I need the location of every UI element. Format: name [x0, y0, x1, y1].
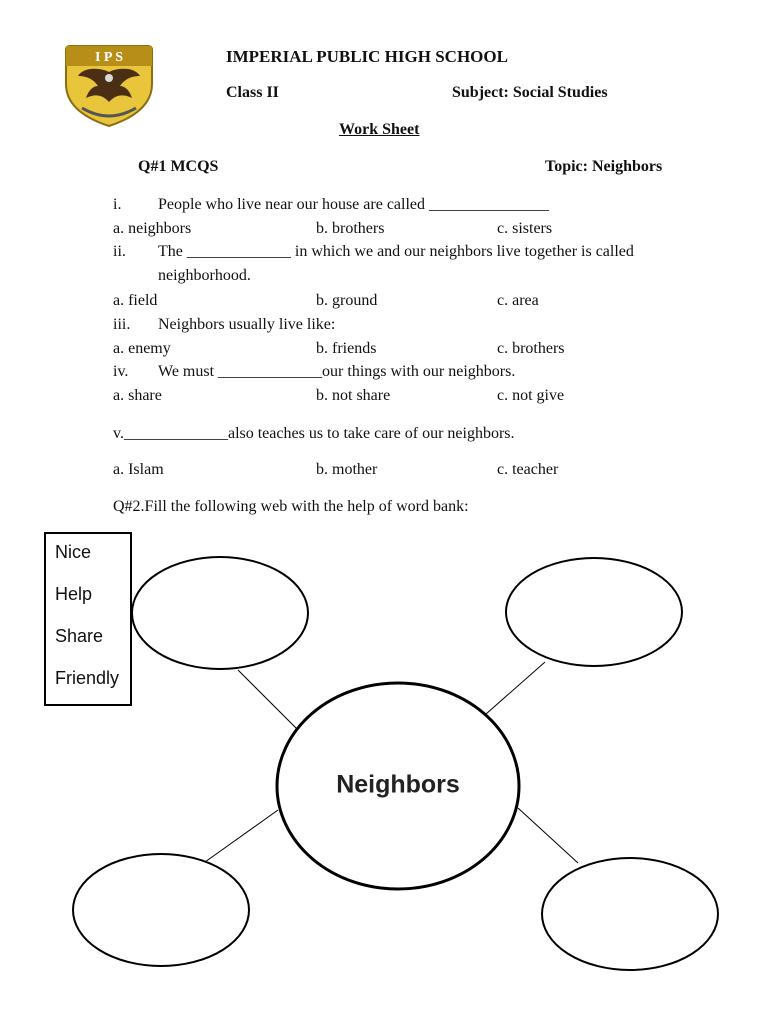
option-a: a. share	[113, 387, 162, 404]
option-b: b. mother	[316, 461, 378, 478]
class-label: Class II	[226, 84, 279, 101]
option-a: a. neighbors	[113, 220, 192, 237]
question-text: Neighbors usually live like:	[158, 316, 336, 333]
option-b: b. not share	[316, 387, 391, 404]
web-bubble-bottom-right[interactable]	[542, 858, 718, 970]
word-bank-box	[44, 532, 132, 706]
word-bank-item: Nice	[55, 542, 92, 562]
option-a: a. Islam	[113, 461, 164, 478]
question-number: i.	[113, 196, 122, 213]
topic-label: Topic: Neighbors	[545, 158, 663, 175]
question-text-continued: neighborhood.	[158, 267, 251, 284]
logo-text: I P S	[94, 50, 124, 65]
connector-line	[205, 810, 278, 862]
word-bank-item: Friendly	[55, 668, 120, 688]
option-b: b. friends	[316, 340, 377, 357]
word-bank-item: Help	[55, 584, 93, 604]
school-name: IMPERIAL PUBLIC HIGH SCHOOL	[226, 47, 508, 66]
option-a: a. field	[113, 292, 158, 309]
subject-label: Subject: Social Studies	[452, 84, 608, 101]
section1-heading: Q#1 MCQS	[138, 158, 219, 175]
question-text: People who live near our house are called _______________	[158, 196, 550, 213]
connector-line	[486, 662, 545, 714]
option-c: c. teacher	[497, 461, 559, 478]
question-text: We must _____________our things with our neighbors.	[158, 363, 516, 380]
worksheet-title: Work Sheet	[339, 121, 420, 138]
option-c: c. not give	[497, 387, 565, 404]
school-logo	[62, 36, 156, 128]
question-number: ii.	[113, 243, 126, 260]
question-number: iv.	[113, 363, 129, 380]
question-text: v._____________also teaches us to take care of our neighbors.	[113, 425, 515, 442]
option-c: c. sisters	[497, 220, 553, 237]
section2-heading: Q#2.Fill the following web with the help of word bank:	[113, 498, 469, 515]
option-b: b. brothers	[316, 220, 385, 237]
question-text: The _____________ in which we and our neighbors live together is called	[158, 243, 634, 260]
option-a: a. enemy	[113, 340, 171, 357]
web-bubble-top-left[interactable]	[132, 557, 308, 669]
option-c: c. area	[497, 292, 539, 309]
question-number: iii.	[113, 316, 131, 333]
option-c: c. brothers	[497, 340, 565, 357]
word-bank-item: Share	[55, 626, 104, 646]
connector-line	[238, 670, 298, 730]
connector-line	[518, 808, 578, 863]
web-bubble-top-right[interactable]	[506, 558, 682, 666]
option-b: b. ground	[316, 292, 378, 309]
center-label: Neighbors	[336, 770, 460, 799]
web-bubble-bottom-left[interactable]	[73, 854, 249, 966]
